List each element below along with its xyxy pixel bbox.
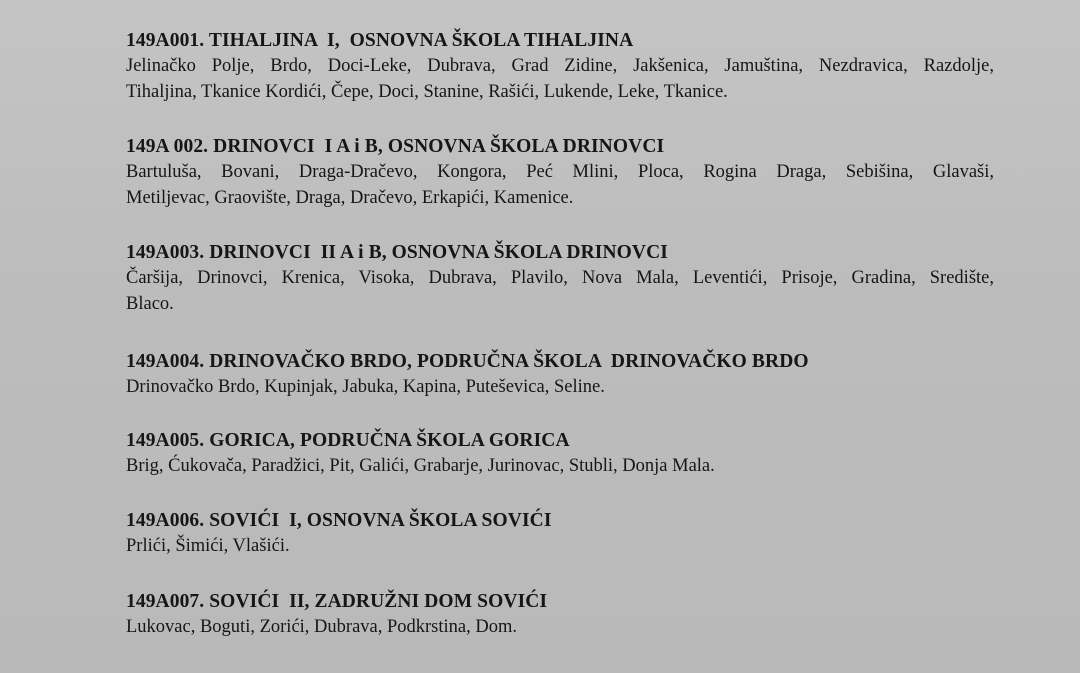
places-line: Blaco.: [126, 294, 174, 314]
polling-station-entry: [126, 509, 994, 559]
entry-title: 149A003. DRINOVCI II A i B, OSNOVNA ŠKOLA DRINOVCI: [126, 242, 668, 263]
polling-station-entry: [126, 350, 994, 400]
entry-title: 149A004. DRINOVAČKO BRDO, PODRUČNA ŠKOLA DRINOVAČKO BRDO: [126, 351, 809, 372]
entry-title: 149A005. GORICA, PODRUČNA ŠKOLA GORICA: [126, 430, 570, 451]
places-line: Prlići, Šimići, Vlašići.: [126, 536, 290, 556]
places-line: Brig, Ćukovača, Paradžici, Pit, Galići, Grabarje, Jurinovac, Stubli, Donja Mala.: [126, 456, 715, 476]
places-line: Lukovac, Boguti, Zorići, Dubrava, Podkrstina, Dom.: [126, 617, 518, 637]
places-line: Metiljevac, Graovište, Draga, Dračevo, Erkapići, Kamenice.: [126, 188, 574, 208]
entry-places: [126, 533, 994, 559]
entry-title: 149A007. SOVIĆI II, ZADRUŽNI DOM SOVIĆI: [126, 591, 548, 612]
places-line: Čaršija, Drinovci, Krenica, Visoka, Dubrava, Plavilo, Nova Mala, Leventići, Prisoje, Gradina, Središte,: [126, 268, 994, 288]
places-line: Bartuluša, Bovani, Draga-Dračevo, Kongora, Peć Mlini, Ploca, Rogina Draga, Sebišina, Glavaši,: [126, 162, 994, 182]
entry-places: [126, 614, 994, 640]
entry-places: [126, 374, 994, 400]
places-line: Drinovačko Brdo, Kupinjak, Jabuka, Kapina, Puteševica, Seline.: [126, 377, 605, 397]
entry-places: [126, 265, 994, 317]
places-line: Jelinačko Polje, Brdo, Doci-Leke, Dubrava, Grad Zidine, Jakšenica, Jamuština, Nezdravica, Razdolje,: [126, 56, 994, 76]
polling-station-entry: [126, 29, 994, 105]
entry-title: 149A006. SOVIĆI I, OSNOVNA ŠKOLA SOVIĆI: [126, 510, 552, 531]
entry-places: [126, 453, 994, 479]
polling-station-entry: [126, 429, 994, 479]
entry-places: [126, 53, 994, 105]
places-line: Tihaljina, Tkanice Kordići, Čepe, Doci, Stanine, Rašići, Lukende, Leke, Tkanice.: [126, 82, 728, 102]
entry-places: [126, 159, 994, 211]
entry-title: 149A 002. DRINOVCI I A i B, OSNOVNA ŠKOLA DRINOVCI: [126, 136, 665, 157]
polling-station-entry: [126, 241, 994, 317]
polling-station-entry: [126, 135, 994, 211]
polling-station-entry: [126, 590, 994, 640]
entry-title: 149A001. TIHALJINA I, OSNOVNA ŠKOLA TIHALJINA: [126, 30, 634, 51]
